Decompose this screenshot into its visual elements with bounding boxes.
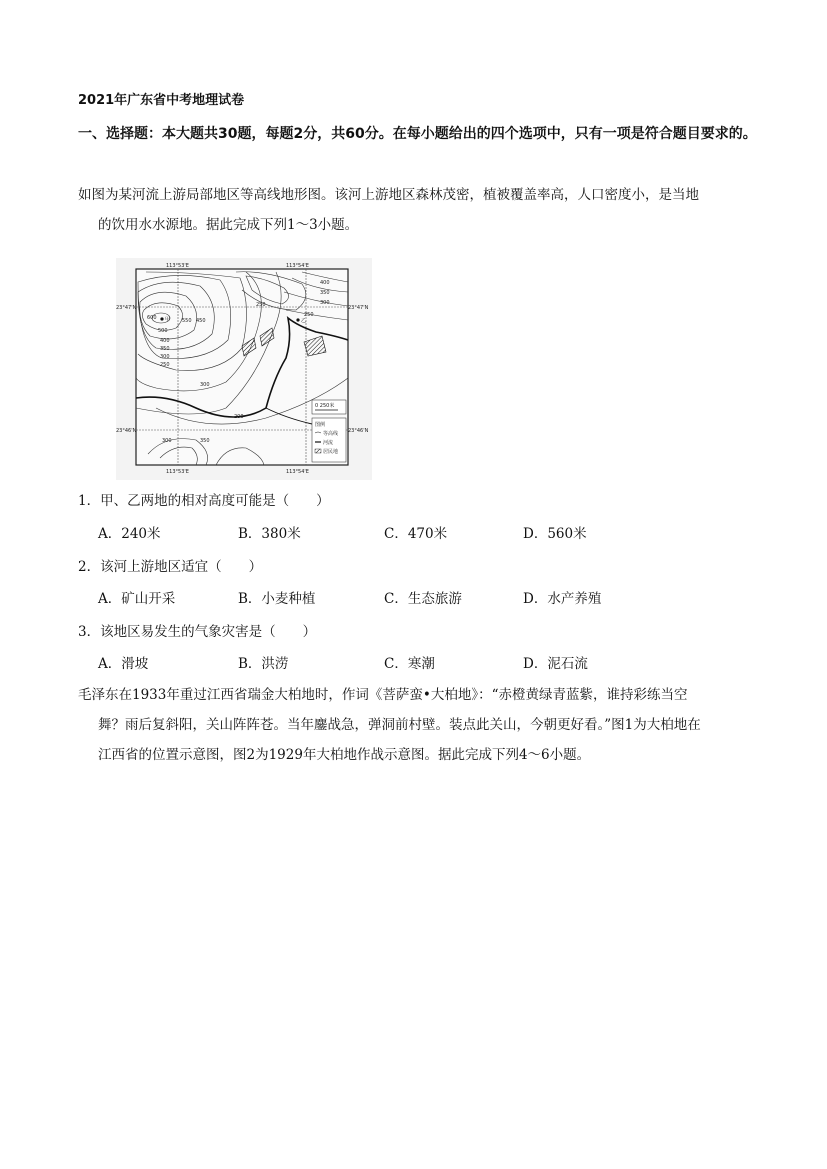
contour-map-svg xyxy=(116,258,372,480)
question-3: 3．该地区易发生的气象灾害是（ ） xyxy=(78,624,317,640)
lon-label-bottom-right: 113°54'E xyxy=(286,469,309,475)
lat-label-left-top: 23°47'N xyxy=(116,305,137,311)
contour-label-400: 400 xyxy=(160,338,170,344)
section-heading: 一、选择题：本大题共30题，每题2分，共60分。在每小题给出的四个选项中，只有一项是符合题目要求的。 xyxy=(78,126,757,142)
question-2: 2．该河上游地区适宜（ ） xyxy=(78,559,263,575)
question-3-option-c[interactable]: C．寒潮 xyxy=(384,656,435,672)
point-yi-marker xyxy=(296,318,299,321)
question-1-option-c[interactable]: C．470米 xyxy=(384,526,448,542)
lat-label-left-bottom: 23°46'N xyxy=(116,428,137,434)
contour-label-right-250: 250 xyxy=(304,312,314,318)
contour-label-250: 250 xyxy=(160,362,170,368)
legend-contour: 等高线 xyxy=(323,431,339,437)
question-1-option-d[interactable]: D．560米 xyxy=(523,526,587,542)
contour-label-450: 450 xyxy=(196,318,206,324)
legend-river: 河流 xyxy=(323,440,334,446)
question-2-option-d[interactable]: D．水产养殖 xyxy=(523,591,602,607)
exam-title: 2021年广东省中考地理试卷 xyxy=(78,93,245,108)
lon-label-bottom-left: 113°53'E xyxy=(166,469,189,475)
intro-paragraph-2 xyxy=(78,680,768,770)
contour-label-mid-300: 300 xyxy=(200,382,210,388)
contour-label-550: 550 xyxy=(182,318,192,324)
question-2-option-c[interactable]: C．生态旅游 xyxy=(384,591,462,607)
point-yi-label: 乙 xyxy=(301,318,307,324)
question-3-option-d[interactable]: D．泥石流 xyxy=(523,656,588,672)
intro2-line3: 江西省的位置示意图，图2为1929年大柏地作战示意图。据此完成下列4～6小题。 xyxy=(98,747,591,763)
intro1-line2: 的饮用水水源地。据此完成下列1～3小题。 xyxy=(98,217,359,233)
contour-label-200: 200 xyxy=(234,414,244,420)
intro2-line2: 舞？雨后复斜阳，关山阵阵苍。当年鏖战急，弹洞前村壁。装点此关山，今朝更好看。”图1为大柏地在 xyxy=(98,717,701,733)
intro1-line1: 如图为某河流上游局部地区等高线地形图。该河上游地区森林茂密，植被覆盖率高，人口密度小，是当地 xyxy=(78,187,699,203)
contour-label-bottom-300: 300 xyxy=(162,438,172,444)
contour-label-right-350: 350 xyxy=(320,290,330,296)
scale-bar xyxy=(312,400,346,414)
question-2-option-b[interactable]: B．小麦种植 xyxy=(238,591,316,607)
question-1-option-a[interactable]: A．240米 xyxy=(98,526,161,542)
contour-label-upper-250: 250 xyxy=(256,302,266,308)
intro2-line1: 毛泽东在1933年重过江西省瑞金大柏地时，作词《菩萨蛮•大柏地》：“赤橙黄绿青蓝紫，谁持彩练当空 xyxy=(78,687,688,703)
contour-map xyxy=(116,258,372,480)
lon-label-top-left: 113°53'E xyxy=(166,263,189,269)
point-jia-marker xyxy=(160,317,163,320)
question-1: 1．甲、乙两地的相对高度可能是（ ） xyxy=(78,493,330,509)
contour-label-600: 600 xyxy=(147,315,157,321)
lat-label-right-top: 23°47'N xyxy=(348,305,369,311)
legend-title: 图例 xyxy=(315,422,326,428)
contour-label-500: 500 xyxy=(158,328,168,334)
question-2-option-a[interactable]: A．矿山开采 xyxy=(98,591,176,607)
contour-label-300: 300 xyxy=(160,354,170,360)
contour-label-350: 350 xyxy=(160,346,170,352)
intro-paragraph-1 xyxy=(78,180,768,240)
point-jia-label: 甲 xyxy=(165,317,171,323)
contour-label-bottom-350: 350 xyxy=(200,438,210,444)
question-3-option-b[interactable]: B．洪涝 xyxy=(238,656,289,672)
contour-label-right-400: 400 xyxy=(320,280,330,286)
lat-label-right-bottom: 23°46'N xyxy=(348,428,369,434)
map-legend xyxy=(312,418,346,462)
question-1-option-b[interactable]: B．380米 xyxy=(238,526,301,542)
contour-label-right-300: 300 xyxy=(320,300,330,306)
lon-label-top-right: 113°54'E xyxy=(286,263,309,269)
legend-settlement: 居民地 xyxy=(323,449,339,455)
scale-label: 0 250米 xyxy=(315,403,335,409)
question-3-option-a[interactable]: A．滑坡 xyxy=(98,656,149,672)
